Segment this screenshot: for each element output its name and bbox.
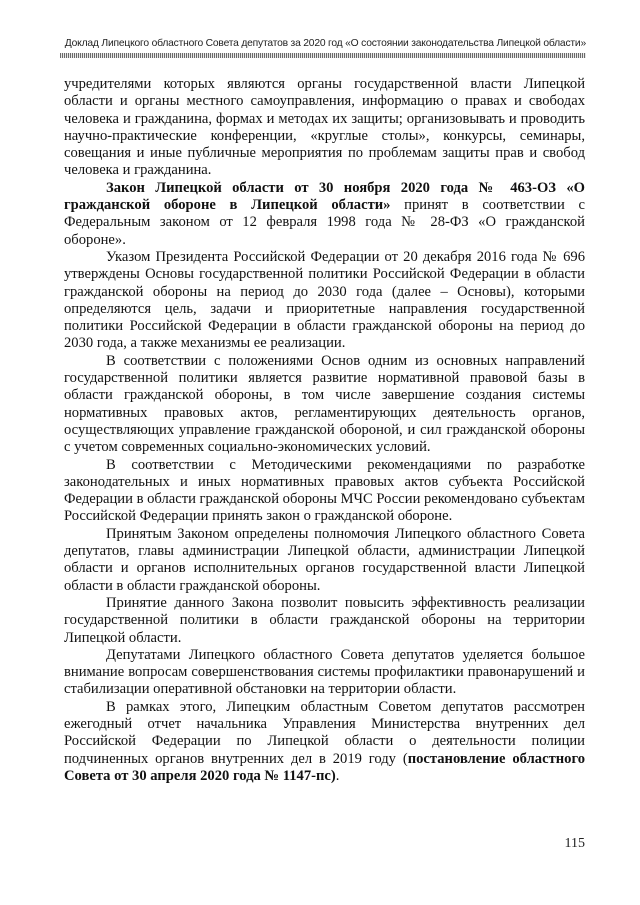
page-number: 115 — [564, 836, 585, 851]
paragraph — [64, 353, 585, 457]
paragraph — [64, 526, 585, 595]
paragraph — [64, 457, 585, 526]
text-run: Депутатами Липецкого областного Совета депутатов уделяется большое внимание вопросам совершенствования системы профилактики правонарушений и стабилизации оперативной обстановки на территории области. — [64, 646, 585, 698]
text-run: В рамках этого, Липецким областным Советом депутатов рассмотрен ежегодный отчет начальника Управления Министерства внутренних дел Российской Федерации по Липецкой области о деятельности полиции подчиненных органов внутренних дел в 2019 году ( — [64, 698, 585, 767]
text-run: учредителями которых являются органы государственной власти Липецкой области и органы местного самоуправления, информацию о правах и свободах человека и гражданина, формах и методах их защиты; организовывать и проводить научно-практические конференции, «круглые столы», конкурсы, семинары, совещания и иные публичные мероприятия по проблемам защиты прав и свобод человека и гражданина. — [64, 76, 585, 179]
paragraph — [64, 249, 585, 353]
text-run: В соответствии с положениями Основ одним из основных направлений государственной политики является развитие нормативной правовой базы в области гражданской обороны, в том числе завершение создания системы нормативных правовых актов, регламентирующих деятельность органов, осуществляющих управление гражданской обороной, и сил гражданской обороны с учетом современных социально-экономических условий. — [64, 352, 585, 456]
document-body — [64, 76, 585, 785]
paragraph — [64, 595, 585, 647]
text-run: . — [335, 767, 340, 784]
paragraph — [64, 180, 585, 249]
bold-text-run: Закон Липецкой области от 30 ноября 2020 года № 463-ОЗ «О гражданской обороне в Липецкой области» — [64, 179, 585, 214]
bold-text-run: постановление областного Совета от 30 апреля 2020 года № 1147-пс) — [64, 750, 585, 784]
paragraph — [64, 76, 585, 180]
running-header: Доклад Липецкого областного Совета депутатов за 2020 год «О состоянии законодательства Липецкой области» — [64, 38, 586, 49]
text-run: В соответствии с Методическими рекомендациями по разработке законодательных и иных нормативных правовых актов субъекта Российской Федерации в области гражданской обороны МЧС России рекомендовано субъектам Российской Федерации принять закон о гражданской обороне. — [64, 456, 585, 525]
text-run: принят в соответствии с Федеральным законом от 12 февраля 1998 года № 28-ФЗ «О гражданской обороне». — [64, 197, 585, 248]
paragraph — [64, 647, 585, 699]
paragraph — [64, 699, 585, 785]
text-run: Указом Президента Российской Федерации от 20 декабря 2016 года № 696 утверждены Основы государственной политики Российской Федерации в области гражданской обороны на период до 2030 года (далее – Основы), которыми определяются цель, задачи и приоритетные направления государственной политики Российской Федерации в области гражданской обороны на период до 2030 года, а также механизмы ее реализации. — [64, 248, 585, 352]
header-divider — [60, 53, 586, 58]
text-run: Принятие данного Закона позволит повысить эффективность реализации государственной политики в области гражданской обороны на территории Липецкой области. — [64, 594, 585, 646]
text-run: Принятым Законом определены полномочия Липецкого областного Совета депутатов, главы администрации Липецкой области, администрации Липецкой области и органов исполнительных органов государственной власти Липецкой области в области гражданской обороны. — [64, 525, 585, 594]
